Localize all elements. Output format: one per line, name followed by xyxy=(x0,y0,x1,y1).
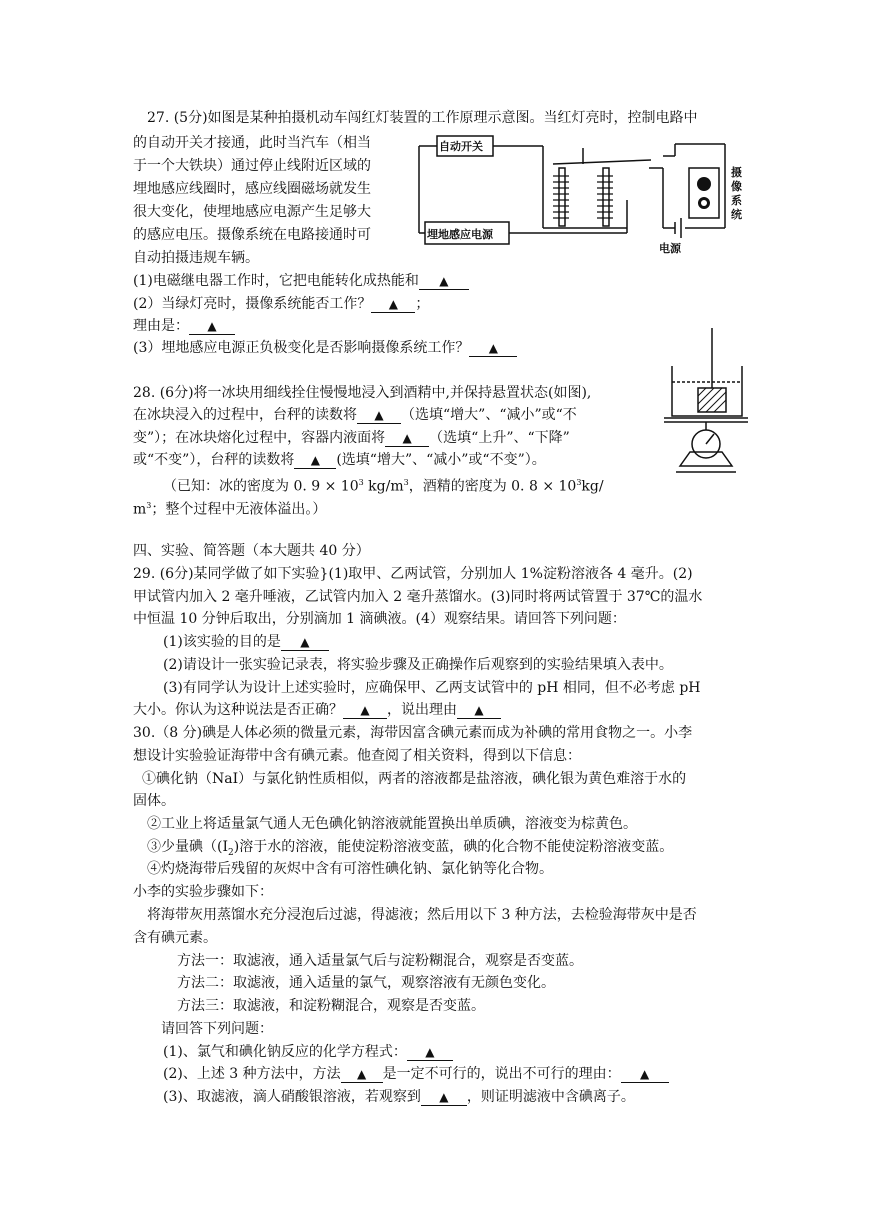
answer-blank[interactable] xyxy=(621,1066,669,1083)
q28-line-4 xyxy=(133,450,546,470)
q29-text: (1)该实验的目的是 xyxy=(163,634,281,650)
q30-method-2: 方法二：取滤液，通入适量的氯气，观察溶液有无颜色变化。 xyxy=(177,975,555,991)
blank-mark-icon: ▲ xyxy=(357,1067,367,1081)
q27-reason-text: 理由是： xyxy=(133,318,189,334)
answer-blank[interactable] xyxy=(357,407,401,424)
blank-mark-icon: ▲ xyxy=(300,635,310,649)
q30-steps-heading: 小李的实验步骤如下： xyxy=(133,884,273,900)
buried-source-label: 埋地感应电源 xyxy=(427,228,493,241)
q30-text: )溶于水的溶液，能使淀粉溶液变蓝，碘的化合物不能使淀粉溶液变蓝。 xyxy=(233,839,674,855)
blank-mark-icon: ▲ xyxy=(425,1045,435,1059)
q28-line-2 xyxy=(133,405,577,425)
q30-info-1: ①碘化钠（NaI）与氯化钠性质相似，两者的溶液都是盐溶液，碘化银为黄色难溶于水的 xyxy=(142,771,687,787)
q28-text: ，酒精的密度为 0. 8 × 10 xyxy=(408,478,577,495)
q29-sub2: (2)请设计一张实验记录表，将实验步骤及正确操作后观察到的实验结果填入表中。 xyxy=(163,657,673,673)
q30-text: (2)、上述 3 种方法中，方法 xyxy=(163,1066,341,1082)
q28-text: kg/ xyxy=(581,478,604,495)
blank-mark-icon: ▲ xyxy=(439,1090,449,1104)
q28-text: (选填“增大”、“减小”或“不变”）。 xyxy=(336,452,546,468)
q28-text: 在冰块浸入的过程中，台秤的读数将 xyxy=(133,407,357,423)
q27-sub3-text: (3）埋地感应电源正负极变化是否影响摄像系统工作？ xyxy=(133,340,470,356)
q30-sub2 xyxy=(163,1064,669,1084)
blank-mark-icon: ▲ xyxy=(640,1067,650,1081)
blank-mark-icon: ▲ xyxy=(374,408,384,422)
q30-method-3: 方法三：取滤液，和淀粉糊混合，观察是否变蓝。 xyxy=(177,998,485,1014)
blank-mark-icon: ▲ xyxy=(488,341,498,355)
answer-blank[interactable] xyxy=(371,296,415,313)
q30-text: ③少量碘（(I xyxy=(147,839,228,855)
answer-blank[interactable] xyxy=(421,1089,467,1106)
superscript: 3 xyxy=(403,478,409,487)
q30-info-2: ②工业上将适量氯气通人无色碘化钠溶液就能置换出单质碘，溶液变为棕黄色。 xyxy=(147,816,637,832)
q28-line-5 xyxy=(163,473,604,497)
q27-sub2-text: (2）当绿灯亮时，摄像系统能否工作？ xyxy=(133,296,372,312)
blank-mark-icon: ▲ xyxy=(474,703,484,717)
q27-line-3: 于一个大铁块）通过停止线附近区域的 xyxy=(133,158,371,174)
q30-sub1 xyxy=(163,1042,453,1062)
q28-text: 或“不变”），台秤的读数将 xyxy=(133,452,295,468)
q27-line-4: 埋地感应线圈时，感应线圈磁场就发生 xyxy=(133,181,371,197)
superscript: 3 xyxy=(146,501,152,510)
q30-step-text-cont: 含有碘元素。 xyxy=(133,930,217,946)
blank-mark-icon: ▲ xyxy=(402,431,412,445)
answer-blank[interactable] xyxy=(341,1066,383,1083)
q27-sub2-end: ； xyxy=(415,296,430,312)
camera-system-label: 摄像系统 xyxy=(731,166,742,221)
q29-line-2: 甲试管内加入 2 毫升唾液，乙试管内加入 2 毫升蒸馏水。(3)同时将两试管置于 37℃的温水 xyxy=(133,589,703,605)
q30-step-text: 将海带灰用蒸馏水充分浸泡后过滤，得滤液；然后用以下 3 种方法，去检验海带灰中是否 xyxy=(147,907,697,923)
power-source-label: 电源 xyxy=(659,242,681,255)
q27-sub1 xyxy=(133,271,469,291)
answer-blank[interactable] xyxy=(457,702,501,719)
q27-line-7: 自动拍摄违规车辆。 xyxy=(133,250,259,266)
q30-info-3: ③少量碘（$(I_2)$溶于水的溶液，能使淀粉溶液变蓝，碘的化合物不能使淀粉溶液变蓝。 xyxy=(147,839,674,858)
q30-sub3 xyxy=(163,1087,635,1107)
relay-circuit-diagram xyxy=(413,128,745,258)
answer-blank[interactable] xyxy=(385,430,429,447)
q29-text: 大小。你认为这种说法是否正确？ xyxy=(133,702,343,718)
answer-blank[interactable] xyxy=(281,634,329,651)
q28-line-3 xyxy=(133,428,570,448)
q27-line-2: 的自动开关才接通，此时当汽车（相当 xyxy=(133,135,371,151)
scale-svg xyxy=(650,326,750,486)
answer-blank[interactable] xyxy=(189,318,235,335)
q30-text: 是一定不可行的，说出不可行的理由： xyxy=(382,1066,621,1082)
q28-text: （选填“上升”、“下降” xyxy=(429,430,570,446)
blank-mark-icon: ▲ xyxy=(310,453,320,467)
answer-blank[interactable] xyxy=(469,340,517,357)
q28-line-6 xyxy=(133,496,326,520)
answer-blank[interactable] xyxy=(407,1044,453,1061)
q28-line-1: 28. (6分)将一冰块用细线拴住慢慢地浸入到酒精中,并保持悬置状态(如图), xyxy=(133,385,592,401)
q30-line-2: 想设计实验验证海带中含有碘元素。他查阅了相关资料，得到以下信息： xyxy=(133,748,581,764)
scale-beaker-diagram xyxy=(650,326,750,486)
q29-sub3-cont xyxy=(133,700,501,720)
q30-line-1: 30.（8 分)碘是人体必须的微量元素，海带因富含碘元素而成为补碘的常用食物之一。小李 xyxy=(133,725,693,741)
q28-text: m xyxy=(133,501,147,518)
q28-text: 变”）；在冰块熔化过程中，容器内液面将 xyxy=(133,430,386,446)
answer-blank[interactable] xyxy=(343,702,387,719)
q30-questions-heading: 请回答下列问题： xyxy=(161,1021,273,1037)
q30-text: (3)、取滤液，滴人硝酸银溶液，若观察到 xyxy=(163,1089,421,1105)
q29-sub3: (3)有同学认为设计上述实验时，应确保甲、乙两支试管中的 pH 相同，但不必考虑 pH xyxy=(163,680,701,696)
q27-line-1: 27. (5分)如图是某种拍摄机动车闯红灯装置的工作原理示意图。当红灯亮时，控制电路中 xyxy=(147,110,698,126)
q29-line-3: 中恒温 10 分钟后取出，分别滴加 1 滴碘液。(4）观察结果。请回答下列问题： xyxy=(133,611,626,627)
q28-text: kg/m xyxy=(363,478,404,495)
q28-text: （已知：冰的密度为 0. 9 × 10 xyxy=(163,478,359,495)
q29-text: ，说出理由 xyxy=(387,702,457,718)
auto-switch-label: 自动开关 xyxy=(439,140,483,153)
q28-text: ；整个过程中无液体溢出。） xyxy=(151,501,327,518)
blank-mark-icon: ▲ xyxy=(360,703,370,717)
answer-blank[interactable] xyxy=(419,273,469,290)
q27-sub2 xyxy=(133,294,429,314)
blank-mark-icon: ▲ xyxy=(388,297,398,311)
q30-info-1-cont: 固体。 xyxy=(133,793,175,809)
q27-sub1-text: (1)电磁继电器工作时，它把电能转化成热能和 xyxy=(133,273,419,289)
q29-line-1: 29. (6分)某同学做了如下实验}(1)取甲、乙两试管，分别加人 1%淀粉溶液各 4 毫升。(2) xyxy=(133,566,693,582)
blank-mark-icon: ▲ xyxy=(439,274,449,288)
superscript: 3 xyxy=(358,478,364,487)
q29-sub1 xyxy=(163,632,329,652)
q27-sub3 xyxy=(133,338,517,358)
q28-text: （选填“增大”、“减小”或“不 xyxy=(401,407,577,423)
q30-info-4: ④灼烧海带后残留的灰烬中含有可溶性碘化钠、氯化钠等化合物。 xyxy=(147,861,553,877)
q30-method-1: 方法一：取滤液，通入适量氯气后与淀粉糊混合，观察是否变蓝。 xyxy=(177,953,583,969)
superscript: 3 xyxy=(576,478,582,487)
section-4-heading: 四、实验、简答题（本大题共 40 分） xyxy=(133,543,370,559)
blank-mark-icon: ▲ xyxy=(207,319,217,333)
answer-blank[interactable] xyxy=(294,452,336,469)
q27-reason xyxy=(133,316,235,336)
q30-text: ，则证明滤液中含碘离子。 xyxy=(466,1089,635,1105)
q30-text: (1)、氯气和碘化钠反应的化学方程式： xyxy=(163,1044,407,1060)
q27-line-5: 很大变化，使埋地感应电源产生足够大 xyxy=(133,204,371,220)
q27-line-6: 的感应电压。摄像系统在电路接通时可 xyxy=(133,227,371,243)
